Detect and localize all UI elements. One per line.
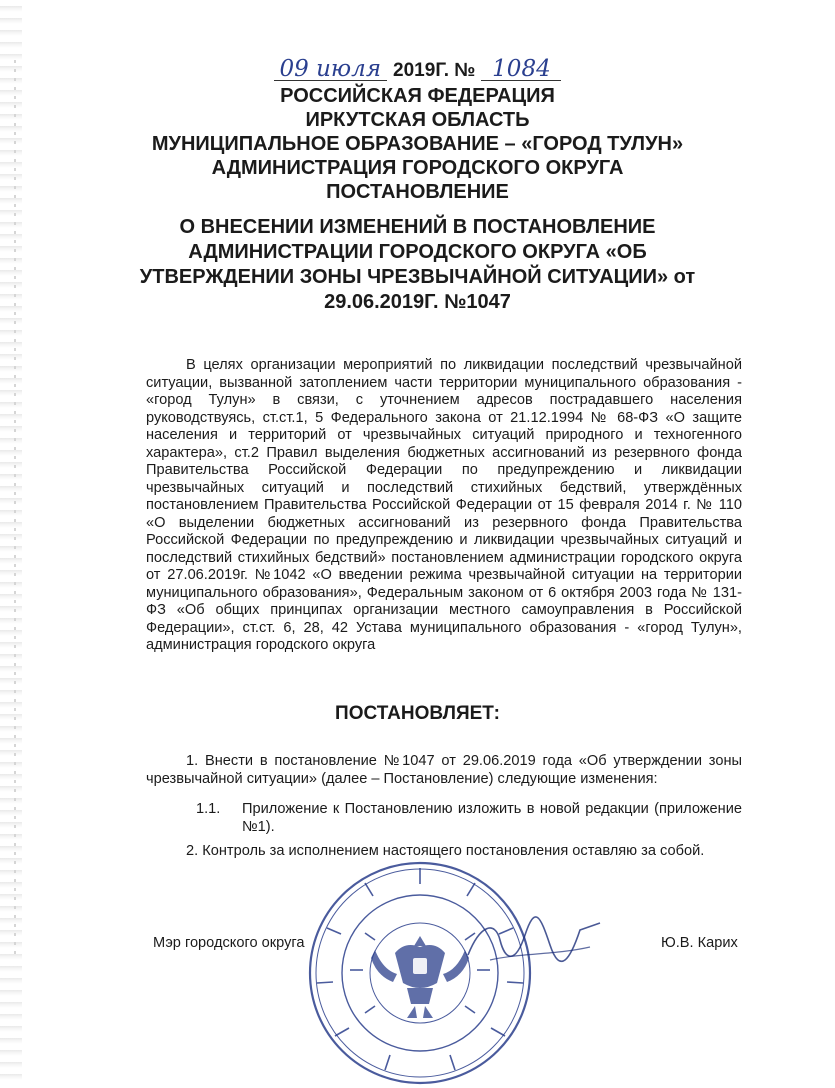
decree-word: ПОСТАНОВЛЯЕТ: [335,703,500,724]
decree-item-1: 1. Внести в постановление №1047 от 29.06.2019 года «Об утверждении зоны чрезвычайной ситуации» (далее – Постановление) следующие изменения: [146,753,742,787]
title-line: О ВНЕСЕНИИ ИЗМЕНЕНИЙ В ПОСТАНОВЛЕНИЕ [179,216,656,238]
decree-item-2: 2. Контроль за исполнением настоящего постановления оставляю за собой. [186,843,705,859]
date-line [0,58,835,82]
item-number: 1.1. [196,801,221,817]
heading-line: ИРКУТСКАЯ ОБЛАСТЬ [305,109,530,131]
handwritten-date: 09 июля [274,58,388,81]
heading-line: РОССИЙСКАЯ ФЕДЕРАЦИЯ [280,85,555,107]
item-text: Приложение к Постановлению изложить в новой редакции (приложение №1). [242,801,742,835]
document-heading [0,84,835,204]
handwritten-number: 1084 [481,58,561,81]
date-year: 2019Г. № [393,60,476,81]
title-line: 29.06.2019Г. №1047 [324,291,511,313]
signatory-position: Мэр городского округа [153,935,305,951]
title-line: УТВЕРЖДЕНИИ ЗОНЫ ЧРЕЗВЫЧАЙНОЙ СИТУАЦИИ» от [139,266,696,288]
title-line: АДМИНИСТРАЦИИ ГОРОДСКОГО ОКРУГА «ОБ [188,241,647,263]
document-title [0,215,835,315]
decree-item-1-1 [196,800,742,836]
preamble-paragraph: В целях организации мероприятий по ликвидации последствий чрезвычайной ситуации, вызванной затоплением части территории муниципального образования - «город Тулун» в связи, с уточнением адресов пострадавшего населения руководствуясь, ст.ст.1, 5 Федерального закона от 21.12.1994 № 68-ФЗ «О защите населения и территорий от чрезвычайных ситуаций природного и техногенного характера», ст.2 Правил выделения бюджетных ассигнований из резервного фонда Правительства Российской Федерации по предупреждению и ликвидации чрезвычайных ситуаций и последствий стихийных бедствий, утверждённых постановлением Правительства Российской Федерации от 15 февраля 2014 г. № 110 «О выделении бюджетных ассигнований из резервного фонда Правительства Российской Федерации по предупреждению и ликвидации чрезвычайных ситуаций и последствий стихийных бедствий» постановлением администрации городского округа от 27.06.2019г. №1042 «О введении режима чрезвычайной ситуации на территории муниципального образования», Федеральным законом от 6 октября 2003 года № 131-ФЗ «Об общих принципах организации местного самоуправления в Российской Федерации», ст.ст. 6, 28, 42 Устава муниципального образования - «город Тулун», администрация городского округа [146,357,742,653]
handwritten-signature-icon [460,905,610,975]
heading-line: МУНИЦИПАЛЬНОЕ ОБРАЗОВАНИЕ – «ГОРОД ТУЛУН» [151,133,684,155]
heading-line: ПОСТАНОВЛЕНИЕ [326,181,509,203]
heading-line: АДМИНИСТРАЦИЯ ГОРОДСКОГО ОКРУГА [211,157,624,179]
signatory-name: Ю.В. Карих [661,935,738,951]
